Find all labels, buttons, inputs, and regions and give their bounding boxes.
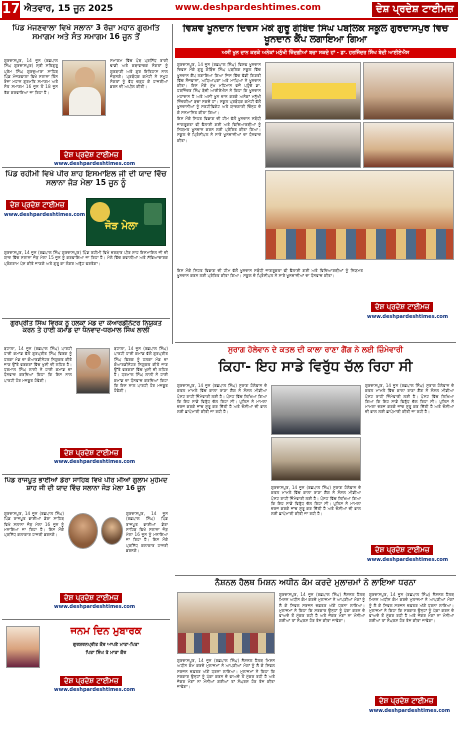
blood-camp-photo-1	[265, 62, 361, 120]
right-story-2-body-c	[365, 383, 454, 529]
left-story-4-text: ਗੁਰਦਾਸਪੁਰ, 14 ਜੂਨ (ਰਛਪਾਲ ਸਿੰਘ) ਪਿੰਡ ਰਾਜਪੂਤ ਭਾਈਆਂ ਡੇਰਾ ਸਾਹਿਬ ਵਿਖੇ ਸਲਾਨਾ ਜੋੜ ਮੇਲਾ 16 ਜੂਨ ਨੂੰ ਮਨਾਇਆ ਜਾ ਰਿਹਾ ਹੈ। ਇਸ ਮੌਕੇ ਪ੍ਰਸਿੱਧ ਕਲਾਕਾਰ ਹਾਜ਼ਰੀ ਭਰਨਗੇ।	[4, 511, 64, 538]
blood-camp-photo-3	[265, 122, 361, 168]
divider	[175, 342, 456, 343]
left-story-4-body-b	[126, 511, 168, 589]
brand-tag: ਦੇਸ਼ ਪ੍ਰਦੇਸ਼ ਟਾਈਮਜ਼	[371, 545, 433, 555]
left-story-1-headline[interactable]: ਪਿੰਡ ਮੰਜਣਵਾਲਾ ਵਿਖੇ ਸਲਾਨਾ 3 ਰੋਜ਼ਾ ਮਹਾਨ ਗੁਰਮਤਿ ਸਮਾਗਮ ਅਤੇ ਸੰਤ ਸਮਾਗਮ 16 ਜੂਨ ਤੋਂ	[12, 24, 160, 41]
brand-tag: ਦੇਸ਼ ਪ੍ਰਦੇਸ਼ ਟਾਈਮਜ਼	[60, 676, 122, 686]
birthday-child-photo	[6, 626, 40, 668]
left-story-1-text-a: ਗੁਰਦਾਸਪੁਰ, 14 ਜੂਨ (ਰਛਪਾਲ ਸਿੰਘ ਗੁਰਦਾਸਪੁਰ) ਸ਼੍ਰੀ ਸਤਿਗੁਰੂ ਪ੍ਰੇਮ ਸਿੰਘ ਗੁਰਦੁਆਰਾ ਸਾਹਿਬ ਪਿੰਡ ਮੰਜਣਵਾਲਾ ਵਿਖੇ ਸਲਾਨਾ ਤਿੰਨ ਰੋਜ਼ਾ ਮਹਾਨ ਗੁਰਮਤਿ ਸਮਾਗਮ ਅਤੇ ਸੰਤ ਸਮਾਗਮ 16 ਜੂਨ ਤੋਂ 18 ਜੂਨ ਤੱਕ ਕਰਵਾਇਆ ਜਾ ਰਿਹਾ ਹੈ।	[4, 58, 58, 95]
column-divider	[172, 24, 173, 344]
masthead-website[interactable]: www.deshpardeshtimes.com	[175, 3, 321, 13]
page-number: 17	[2, 2, 21, 17]
right-lead-text: ਗੁਰਦਾਸਪੁਰ, 14 ਜੂਨ (ਰਛਪਾਲ ਸਿੰਘ) ਵਿਸ਼ਵ ਖੂਨਦਾਨ ਦਿਵਸ ਮੌਕੇ ਗੁਰੂ ਗੋਬਿੰਦ ਸਿੰਘ ਪਬਲਿਕ ਸਕੂਲ ਵਿੱਚ ਖੂਨਦਾਨ ਕੈਂਪ ਲਗਾਇਆ ਗਿਆ ਜਿਸ ਵਿੱਚ ਵੱਡੀ ਗਿਣਤੀ ਵਿੱਚ ਨੌਜਵਾਨਾਂ, ਅਧਿਆਪਕਾਂ ਅਤੇ ਮਾਪਿਆਂ ਨੇ ਖੂਨਦਾਨ ਕੀਤਾ। ਇਸ ਮੌਕੇ ਮੁੱਖ ਮਹਿਮਾਨ ਵਜੋਂ ਪਹੁੰਚੇ ਡਾ. ਹਰਜਿੰਦਰ ਸਿੰਘ ਬੇਦੀ ਆਈਏਐਸ ਨੇ ਕਿਹਾ ਕਿ ਖੂਨਦਾਨ ਮਹਾਂਦਾਨ ਹੈ ਅਤੇ ਅਸੀਂ ਖੂਨ ਦਾਨ ਕਰਕੇ ਅਨੇਕਾਂ ਮਨੁੱਖੀ ਜ਼ਿੰਦਗੀਆਂ ਬਚਾ ਸਕਦੇ ਹਾਂ। ਸਕੂਲ ਪ੍ਰਬੰਧਕ ਕਮੇਟੀ ਵੱਲੋਂ ਖੂਨਦਾਨੀਆਂ ਨੂੰ ਸਰਟੀਫਿਕੇਟ ਅਤੇ ਯਾਦਗਾਰੀ ਚਿੰਨ੍ਹ ਦੇ ਕੇ ਸਨਮਾਨਿਤ ਕੀਤਾ ਗਿਆ।	[177, 62, 261, 115]
brand-url[interactable]: www.deshpardeshtimes.com	[54, 687, 136, 693]
right-story-3-body-a	[177, 658, 275, 726]
pir-portrait-photo-2	[101, 517, 123, 545]
right-story-3-headline[interactable]: ਨੈਸ਼ਨਲ ਹੈਲਥ ਮਿਸ਼ਨ ਅਧੀਨ ਕੰਮ ਕਰਦੇ ਮੁਲਾਜ਼ਮਾਂ ਨੇ ਲਾਇਆ ਧਰਨਾ	[214, 578, 417, 587]
right-lead-headline[interactable]: ਵਿਸ਼ਵ ਖੂਨਦਾਨ ਦਿਵਸ ਮੌਕੇ ਗੁਰੂ ਗੋਬਿੰਦ ਸਿੰਘ ਪਬਲਿਕ ਸਕੂਲ ਗੁਰਦਾਸਪੁਰ ਵਿਚ ਖੂਨਦਾਨ ਕੈਂਪ ਲਗਾਇਆ ਗਿਆ	[182, 24, 449, 45]
right-story-3-text-b: ਗੁਰਦਾਸਪੁਰ, 14 ਜੂਨ (ਰਛਪਾਲ ਸਿੰਘ) ਨੈਸ਼ਨਲ ਹੈਲਥ ਮਿਸ਼ਨ ਅਧੀਨ ਕੰਮ ਕਰਦੇ ਮੁਲਾਜ਼ਮਾਂ ਨੇ ਆਪਣੀਆਂ ਮੰਗਾਂ ਨੂੰ ਲੈ ਕੇ ਸਿਵਲ ਸਰਜਨ ਦਫ਼ਤਰ ਅੱਗੇ ਧਰਨਾ ਲਾਇਆ। ਮੁਲਾਜ਼ਮਾਂ ਨੇ ਕਿਹਾ ਕਿ ਸਰਕਾਰ ਉਨ੍ਹਾਂ ਨੂੰ ਪੱਕਾ ਕਰਨ ਦੇ ਵਾਅਦੇ ਤੋਂ ਮੁੱਕਰ ਰਹੀ ਹੈ ਅਤੇ ਜੇਕਰ ਮੰਗਾਂ ਨਾ ਮੰਨੀਆਂ ਗਈਆਂ ਤਾਂ ਸੰਘਰਸ਼ ਹੋਰ ਤੇਜ਼ ਕੀਤਾ ਜਾਵੇਗਾ।	[279, 592, 365, 624]
left-story-4-text-b: ਗੁਰਦਾਸਪੁਰ, 14 ਜੂਨ (ਰਛਪਾਲ ਸਿੰਘ) ਪਿੰਡ ਰਾਜਪੂਤ ਭਾਈਆਂ ਡੇਰਾ ਸਾਹਿਬ ਵਿਖੇ ਸਲਾਨਾ ਜੋੜ ਮੇਲਾ 16 ਜੂਨ ਨੂੰ ਮਨਾਇਆ ਜਾ ਰਿਹਾ ਹੈ। ਇਸ ਮੌਕੇ ਪ੍ਰਸਿੱਧ ਕਲਾਕਾਰ ਹਾਜ਼ਰੀ ਭਰਨਗੇ।	[126, 511, 168, 554]
left-story-3	[2, 320, 170, 472]
right-lead-story	[175, 24, 456, 340]
brand-tag: ਦੇਸ਼ ਪ੍ਰਦੇਸ਼ ਟਾਈਮਜ਼	[60, 448, 122, 458]
jor-mela-flyer	[86, 198, 166, 246]
left-story-1-body-b	[110, 58, 168, 143]
right-story-3-body-b	[279, 592, 365, 726]
left-story-4	[2, 477, 170, 617]
right-lead-subhead: ਅਸੀਂ ਖੂਨ ਦਾਨ ਕਰਕੇ ਅਨੇਕਾਂ ਮਨੁੱਖੀ ਜ਼ਿੰਦਗੀਆਂ ਬਚਾ ਸਕਦੇ ਹਾਂ - ਡਾ. ਹਰਜਿੰਦਰ ਸਿੰਘ ਬੇਦੀ ਆਈਏਐਸ	[175, 48, 456, 58]
left-story-1-text-b: ਸਮਾਗਮ ਵਿੱਚ ਪੰਥ ਪ੍ਰਸਿੱਧ ਰਾਗੀ ਢਾਡੀ ਅਤੇ ਕਥਾਵਾਚਕ ਸੰਗਤਾਂ ਨੂੰ ਗੁਰਬਾਣੀ ਅਤੇ ਗੁਰ ਇਤਿਹਾਸ ਨਾਲ ਜੋੜਨਗੇ। ਪ੍ਰਬੰਧਕ ਕਮੇਟੀ ਨੇ ਸਮੂਹ ਸੰਗਤਾਂ ਨੂੰ ਵੱਧ ਚੜ੍ਹ ਕੇ ਹਾਜ਼ਰੀਆਂ ਭਰਨ ਦੀ ਅਪੀਲ ਕੀਤੀ।	[110, 58, 168, 90]
left-story-1-body-a	[4, 58, 58, 143]
official-portrait-photo	[76, 348, 110, 394]
police-press-photo-1	[271, 385, 361, 435]
brand-tag: ਦੇਸ਼ ਪ੍ਰਦੇਸ਼ ਟਾਈਮਜ਼	[60, 593, 122, 603]
left-story-1	[2, 24, 170, 166]
birthday-notice	[2, 622, 170, 728]
masthead-brand: ਦੇਸ਼ ਪ੍ਰਦੇਸ਼ ਟਾਈਮਜ਼	[372, 2, 458, 17]
brand-url[interactable]: www.deshpardeshtimes.com	[367, 314, 449, 320]
brand-tag: ਦੇਸ਼ ਪ੍ਰਦੇਸ਼ ਟਾਈਮਜ਼	[6, 200, 68, 210]
brand-url[interactable]: www.deshpardeshtimes.com	[54, 459, 136, 465]
birthday-line-2: ਪਿਤਾ ਸਿੰਘ ਤੇ ਮਾਤਾ ਕੌਰ	[85, 651, 127, 656]
right-story-2-text-a: ਗੁਰਦਾਸਪੁਰ, 14 ਜੂਨ (ਰਛਪਾਲ ਸਿੰਘ) ਸੁਰਾਗ ਹੋਲੇਵਾਨ ਦੇ ਕਤਲ ਮਾਮਲੇ ਵਿੱਚ ਕਾਲਾ ਰਾਣਾ ਗੈਂਗ ਨੇ ਸੋਸ਼ਲ ਮੀਡੀਆ ਪੋਸਟ ਰਾਹੀਂ ਜ਼ਿੰਮੇਵਾਰੀ ਲਈ ਹੈ। ਪੋਸਟ ਵਿੱਚ ਲਿਖਿਆ ਗਿਆ ਕਿ ਇਹ ਸਾਡੇ ਵਿਰੁੱਧ ਚੱਲ ਰਿਹਾ ਸੀ। ਪੁਲਿਸ ਨੇ ਮਾਮਲਾ ਦਰਜ ਕਰਕੇ ਜਾਂਚ ਸ਼ੁਰੂ ਕਰ ਦਿੱਤੀ ਹੈ ਅਤੇ ਦੋਸ਼ੀਆਂ ਦੀ ਭਾਲ ਲਈ ਛਾਪੇਮਾਰੀ ਕੀਤੀ ਜਾ ਰਹੀ ਹੈ।	[177, 383, 267, 415]
saint-portrait-photo	[62, 60, 106, 116]
brand-url[interactable]: www.deshpardeshtimes.com	[367, 557, 449, 563]
right-story-3-text-a: ਗੁਰਦਾਸਪੁਰ, 14 ਜੂਨ (ਰਛਪਾਲ ਸਿੰਘ) ਨੈਸ਼ਨਲ ਹੈਲਥ ਮਿਸ਼ਨ ਅਧੀਨ ਕੰਮ ਕਰਦੇ ਮੁਲਾਜ਼ਮਾਂ ਨੇ ਆਪਣੀਆਂ ਮੰਗਾਂ ਨੂੰ ਲੈ ਕੇ ਸਿਵਲ ਸਰਜਨ ਦਫ਼ਤਰ ਅੱਗੇ ਧਰਨਾ ਲਾਇਆ। ਮੁਲਾਜ਼ਮਾਂ ਨੇ ਕਿਹਾ ਕਿ ਸਰਕਾਰ ਉਨ੍ਹਾਂ ਨੂੰ ਪੱਕਾ ਕਰਨ ਦੇ ਵਾਅਦੇ ਤੋਂ ਮੁੱਕਰ ਰਹੀ ਹੈ ਅਤੇ ਜੇਕਰ ਮੰਗਾਂ ਨਾ ਮੰਨੀਆਂ ਗਈਆਂ ਤਾਂ ਸੰਘਰਸ਼ ਹੋਰ ਤੇਜ਼ ਕੀਤਾ ਜਾਵੇਗਾ।	[177, 658, 275, 690]
nhm-protest-photo	[177, 592, 275, 654]
left-story-3-body-b	[114, 346, 168, 442]
left-story-3-body	[4, 346, 72, 442]
brand-url[interactable]: www.deshpardeshtimes.com	[54, 604, 136, 610]
divider	[2, 167, 170, 168]
brand-tag: ਦੇਸ਼ ਪ੍ਰਦੇਸ਼ ਟਾਈਮਜ਼	[371, 302, 433, 312]
masthead	[0, 0, 458, 20]
divider	[2, 619, 170, 620]
police-press-photo-2	[271, 437, 361, 481]
right-story-3	[175, 578, 456, 728]
divider	[175, 575, 456, 576]
divider	[2, 318, 170, 319]
brand-tag: ਦੇਸ਼ ਪ੍ਰਦੇਸ਼ ਟਾਈਮਜ਼	[375, 696, 437, 706]
left-story-3-text: ਬਟਾਲਾ, 14 ਜੂਨ (ਰਛਪਾਲ ਸਿੰਘ) ਪਾਰਟੀ ਹਾਈ ਕਮਾਂਡ ਵੱਲੋਂ ਗੁਰਪ੍ਰੀਤ ਸਿੰਘ ਵਿਰਕ ਨੂੰ ਹਲਕਾ ਮੰਡ ਦਾ ਕੋਆਰਡੀਨੇਟਰ ਨਿਯੁਕਤ ਕੀਤੇ ਜਾਣ ਉੱਤੇ ਵਰਕਰਾਂ ਵਿੱਚ ਖੁਸ਼ੀ ਦੀ ਲਹਿਰ ਹੈ। ਧਰਮਾਲ ਸਿੰਘ ਲਾਲੀ ਨੇ ਹਾਈ ਕਮਾਂਡ ਦਾ ਧੰਨਵਾਦ ਕਰਦਿਆਂ ਕਿਹਾ ਕਿ ਇਸ ਨਾਲ ਪਾਰਟੀ ਹੋਰ ਮਜ਼ਬੂਤ ਹੋਵੇਗੀ।	[4, 346, 72, 383]
issue-date: ਐਤਵਾਰ, 15 ਜੂਨ 2025	[24, 4, 114, 14]
right-story-3-text-c: ਗੁਰਦਾਸਪੁਰ, 14 ਜੂਨ (ਰਛਪਾਲ ਸਿੰਘ) ਨੈਸ਼ਨਲ ਹੈਲਥ ਮਿਸ਼ਨ ਅਧੀਨ ਕੰਮ ਕਰਦੇ ਮੁਲਾਜ਼ਮਾਂ ਨੇ ਆਪਣੀਆਂ ਮੰਗਾਂ ਨੂੰ ਲੈ ਕੇ ਸਿਵਲ ਸਰਜਨ ਦਫ਼ਤਰ ਅੱਗੇ ਧਰਨਾ ਲਾਇਆ। ਮੁਲਾਜ਼ਮਾਂ ਨੇ ਕਿਹਾ ਕਿ ਸਰਕਾਰ ਉਨ੍ਹਾਂ ਨੂੰ ਪੱਕਾ ਕਰਨ ਦੇ ਵਾਅਦੇ ਤੋਂ ਮੁੱਕਰ ਰਹੀ ਹੈ ਅਤੇ ਜੇਕਰ ਮੰਗਾਂ ਨਾ ਮੰਨੀਆਂ ਗਈਆਂ ਤਾਂ ਸੰਘਰਸ਼ ਹੋਰ ਤੇਜ਼ ਕੀਤਾ ਜਾਵੇਗਾ।	[369, 592, 454, 624]
right-lead-body-bottom	[177, 268, 363, 320]
right-story-2-subhead: ਸੁਰਾਗ ਹੋਲੇਵਾਨ ਦੇ ਕਤਲ ਦੀ ਕਾਲਾ ਰਾਣਾ ਗੈਂਗ ਨੇ ਲਈ ਜ਼ਿੰਮੇਵਾਰੀ	[227, 345, 404, 354]
left-story-3-text-b: ਬਟਾਲਾ, 14 ਜੂਨ (ਰਛਪਾਲ ਸਿੰਘ) ਪਾਰਟੀ ਹਾਈ ਕਮਾਂਡ ਵੱਲੋਂ ਗੁਰਪ੍ਰੀਤ ਸਿੰਘ ਵਿਰਕ ਨੂੰ ਹਲਕਾ ਮੰਡ ਦਾ ਕੋਆਰਡੀਨੇਟਰ ਨਿਯੁਕਤ ਕੀਤੇ ਜਾਣ ਉੱਤੇ ਵਰਕਰਾਂ ਵਿੱਚ ਖੁਸ਼ੀ ਦੀ ਲਹਿਰ ਹੈ। ਧਰਮਾਲ ਸਿੰਘ ਲਾਲੀ ਨੇ ਹਾਈ ਕਮਾਂਡ ਦਾ ਧੰਨਵਾਦ ਕਰਦਿਆਂ ਕਿਹਾ ਕਿ ਇਸ ਨਾਲ ਪਾਰਟੀ ਹੋਰ ਮਜ਼ਬੂਤ ਹੋਵੇਗੀ।	[114, 346, 168, 394]
left-story-2-headline[interactable]: ਪਿੰਡ ਰਹੀਮੀ ਵਿਖੇ ਪੀਰ ਸ਼ਾਹ ਇਸਮਾਇਲ ਜੀ ਦੀ ਯਾਦ ਵਿੱਚ ਸਲਾਨਾ ਜੋੜ ਮੇਲਾ 15 ਜੂਨ ਨੂੰ	[5, 170, 167, 187]
brand-url[interactable]: www.deshpardeshtimes.com	[54, 161, 136, 166]
blood-camp-photo-4	[363, 122, 454, 168]
pir-portrait-photo-1	[68, 513, 98, 549]
left-story-2	[2, 170, 170, 316]
right-story-2-body-a	[177, 383, 267, 529]
left-story-3-headline[interactable]: ਗੁਰਪ੍ਰੀਤ ਸਿੰਘ ਵਿਰਕ ਨੂੰ ਹਲਕਾ ਮੰਡ ਦਾ ਕੋਆਰਡੀਨੇਟਰ ਨਿਯੁਕਤ ਕਰਨ ਤੇ ਹਾਈ ਕਮਾਂਡ ਦਾ ਧੰਨਵਾਦ-ਧਰਮਾਲ ਸਿੰਘ ਲਾਲੀ	[10, 320, 162, 335]
brand-url[interactable]: www.deshpardeshtimes.com	[4, 212, 86, 218]
right-story-2-text-c: ਗੁਰਦਾਸਪੁਰ, 14 ਜੂਨ (ਰਛਪਾਲ ਸਿੰਘ) ਸੁਰਾਗ ਹੋਲੇਵਾਨ ਦੇ ਕਤਲ ਮਾਮਲੇ ਵਿੱਚ ਕਾਲਾ ਰਾਣਾ ਗੈਂਗ ਨੇ ਸੋਸ਼ਲ ਮੀਡੀਆ ਪੋਸਟ ਰਾਹੀਂ ਜ਼ਿੰਮੇਵਾਰੀ ਲਈ ਹੈ। ਪੋਸਟ ਵਿੱਚ ਲਿਖਿਆ ਗਿਆ ਕਿ ਇਹ ਸਾਡੇ ਵਿਰੁੱਧ ਚੱਲ ਰਿਹਾ ਸੀ। ਪੁਲਿਸ ਨੇ ਮਾਮਲਾ ਦਰਜ ਕਰਕੇ ਜਾਂਚ ਸ਼ੁਰੂ ਕਰ ਦਿੱਤੀ ਹੈ ਅਤੇ ਦੋਸ਼ੀਆਂ ਦੀ ਭਾਲ ਲਈ ਛਾਪੇਮਾਰੀ ਕੀਤੀ ਜਾ ਰਹੀ ਹੈ।	[365, 383, 454, 415]
shrine-emblem-icon	[90, 202, 110, 222]
right-story-2-headline[interactable]: ਕਿਹਾ- ਇਹ ਸਾਡੇ ਵਿਰੁੱਧ ਚੱਲ ਰਿਹਾ ਸੀ	[218, 359, 413, 375]
right-story-3-body-c	[369, 592, 454, 692]
right-lead-body	[177, 62, 261, 266]
right-lead-text-2: ਇਸ ਮੌਕੇ ਸਿਹਤ ਵਿਭਾਗ ਦੀ ਟੀਮ ਵੱਲੋਂ ਖੂਨਦਾਨ ਸਬੰਧੀ ਜਾਗਰੂਕਤਾ ਵੀ ਫੈਲਾਈ ਗਈ ਅਤੇ ਵਿਦਿਆਰਥੀਆਂ ਨੂੰ ਨਿਯਮਤ ਖੂਨਦਾਨ ਕਰਨ ਲਈ ਪ੍ਰੇਰਿਤ ਕੀਤਾ ਗਿਆ। ਸਕੂਲ ਦੇ ਪ੍ਰਿੰਸੀਪਲ ਨੇ ਸਾਰੇ ਖੂਨਦਾਨੀਆਂ ਦਾ ਧੰਨਵਾਦ ਕੀਤਾ।	[177, 116, 261, 143]
birthday-headline: ਜਨਮ ਦਿਨ ਮੁਬਾਰਕ	[70, 626, 142, 637]
left-story-4-body	[4, 511, 64, 589]
left-story-4-headline[interactable]: ਪਿੰਡ ਰਾਜਪੂਤ ਭਾਈਆਂ ਡੇਰਾ ਸਾਹਿਬ ਵਿਖੇ ਪੀਰ ਮੀਆਂ ਗੁਲਾਮ ਮੁਹੰਮਦ ਸ਼ਾਹ ਜੀ ਦੀ ਯਾਦ ਵਿੱਚ ਸਲਾਨਾ ਜੋੜ ਮੇਲਾ 16 ਜੂਨ	[4, 477, 168, 492]
flyer-title: ਜੋੜ ਮੇਲਾ	[105, 221, 138, 232]
birthday-line-1: ਗੁਰਸ਼ਰਨਪ੍ਰੀਤ ਕੌਰ ਆਪਣੇ ਮਾਤਾ-ਪਿਤਾ	[73, 643, 139, 648]
blood-camp-photo-2	[363, 62, 454, 120]
divider	[2, 474, 170, 475]
right-story-2-text-b: ਗੁਰਦਾਸਪੁਰ, 14 ਜੂਨ (ਰਛਪਾਲ ਸਿੰਘ) ਸੁਰਾਗ ਹੋਲੇਵਾਨ ਦੇ ਕਤਲ ਮਾਮਲੇ ਵਿੱਚ ਕਾਲਾ ਰਾਣਾ ਗੈਂਗ ਨੇ ਸੋਸ਼ਲ ਮੀਡੀਆ ਪੋਸਟ ਰਾਹੀਂ ਜ਼ਿੰਮੇਵਾਰੀ ਲਈ ਹੈ। ਪੋਸਟ ਵਿੱਚ ਲਿਖਿਆ ਗਿਆ ਕਿ ਇਹ ਸਾਡੇ ਵਿਰੁੱਧ ਚੱਲ ਰਿਹਾ ਸੀ। ਪੁਲਿਸ ਨੇ ਮਾਮਲਾ ਦਰਜ ਕਰਕੇ ਜਾਂਚ ਸ਼ੁਰੂ ਕਰ ਦਿੱਤੀ ਹੈ ਅਤੇ ਦੋਸ਼ੀਆਂ ਦੀ ਭਾਲ ਲਈ ਛਾਪੇਮਾਰੀ ਕੀਤੀ ਜਾ ਰਹੀ ਹੈ।	[271, 485, 361, 517]
right-story-2-body-b	[271, 485, 361, 529]
brand-url[interactable]: www.deshpardeshtimes.com	[369, 708, 451, 714]
left-story-2-body	[4, 250, 168, 314]
brand-tag: ਦੇਸ਼ ਪ੍ਰਦੇਸ਼ ਟਾਈਮਜ਼	[60, 150, 122, 160]
right-lead-text-3: ਇਸ ਮੌਕੇ ਸਿਹਤ ਵਿਭਾਗ ਦੀ ਟੀਮ ਵੱਲੋਂ ਖੂਨਦਾਨ ਸਬੰਧੀ ਜਾਗਰੂਕਤਾ ਵੀ ਫੈਲਾਈ ਗਈ ਅਤੇ ਵਿਦਿਆਰਥੀਆਂ ਨੂੰ ਨਿਯਮਤ ਖੂਨਦਾਨ ਕਰਨ ਲਈ ਪ੍ਰੇਰਿਤ ਕੀਤਾ ਗਿਆ। ਸਕੂਲ ਦੇ ਪ੍ਰਿੰਸੀਪਲ ਨੇ ਸਾਰੇ ਖੂਨਦਾਨੀਆਂ ਦਾ ਧੰਨਵਾਦ ਕੀਤਾ।	[177, 268, 363, 279]
left-story-2-text: ਗੁਰਦਾਸਪੁਰ, 14 ਜੂਨ (ਰਛਪਾਲ ਸਿੰਘ ਗੁਰਦਾਸਪੁਰ) ਪਿੰਡ ਰਹੀਮੀ ਵਿਖੇ ਦਰਬਾਰ ਪੀਰ ਸ਼ਾਹ ਇਸਮਾਇਲ ਜੀ ਦੀ ਯਾਦ ਵਿੱਚ ਸਲਾਨਾ ਜੋੜ ਮੇਲਾ 15 ਜੂਨ ਨੂੰ ਕਰਵਾਇਆ ਜਾ ਰਿਹਾ ਹੈ। ਮੇਲੇ ਵਿੱਚ ਕਵਾਲੀਆਂ ਅਤੇ ਸੱਭਿਆਚਾਰਕ ਪ੍ਰੋਗਰਾਮ ਪੇਸ਼ ਕੀਤੇ ਜਾਣਗੇ ਅਤੇ ਗੁਰੂ ਕਾ ਲੰਗਰ ਅਤੁੱਟ ਵਰਤੇਗਾ।	[4, 250, 168, 266]
right-story-2	[175, 345, 456, 573]
blood-camp-group-photo	[265, 170, 454, 260]
